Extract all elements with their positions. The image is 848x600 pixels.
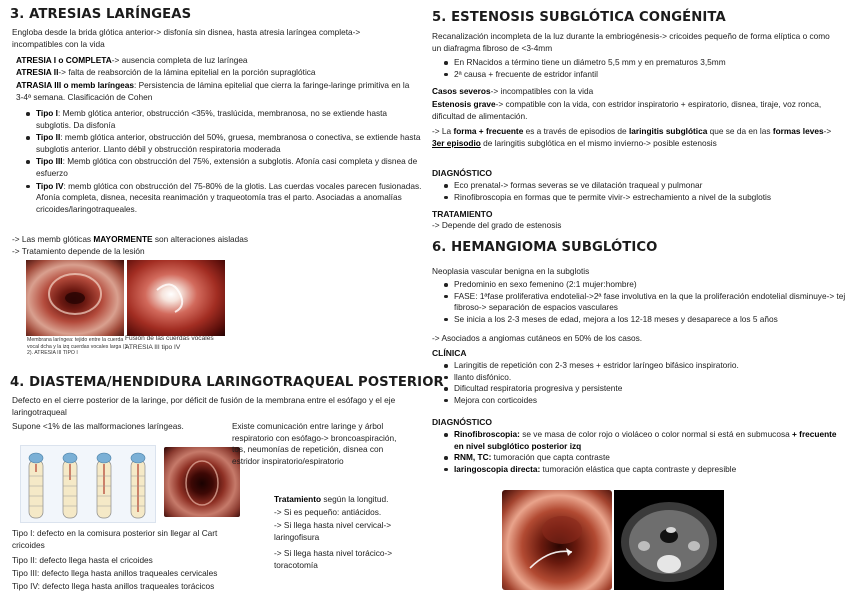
s4-treatment-3: -> Si llega hasta nivel torácico-> toracotomía	[274, 548, 393, 570]
section-5-title: 5. ESTENOSIS SUBGLÓTICA CONGÉNITA	[432, 10, 726, 25]
s5-treatment-heading: TRATAMIENTO	[432, 209, 493, 219]
s4-type-2: Tipo II: defecto llega hasta el cricoides	[12, 555, 153, 565]
fusion-endoscopy-image	[127, 260, 225, 336]
s3-cohen-types	[24, 108, 424, 215]
s5-diag-1: Eco prenatal-> formas severas se ve dilatación traqueal y pulmonar	[442, 180, 848, 192]
s3-type-4: Tipo IV: memb glótica con obstrucción del 75-80% de la glotis. Las cuerdas vocales parecen fusionadas. Afonía completa, disnea, necesita reanimación y traqueotomía tras el parto. Asociadas a anomalías cricoides/laringotraqueales.	[24, 181, 424, 216]
s5-diag-2: Rinofibroscopia en formas que te permite vivir-> estrechamiento a nivel de la subglotis	[442, 192, 848, 204]
s4-type-4: Tipo IV: defecto llega hasta anillos traqueales torácicos	[12, 581, 215, 591]
s5-bullet-1: En RNacidos a término tiene un diámetro 5,5 mm y en prematuros 3,5mm	[442, 57, 847, 69]
s3-note-isolated: -> Las memb glóticas MAYORMENTE son alteraciones aisladas	[12, 234, 249, 244]
s4-intro: Defecto en el cierre posterior de la laringe, por déficit de fusión de la membrana entre el esófago y el eje laringotraqueal	[12, 395, 396, 417]
s5-severe: Casos severos-> incompatibles con la vida	[432, 86, 594, 96]
s3-intro: Engloba desde la brida glótica anterior-> disfonía sin disnea, hasta atresia laríngea completa-> incompatibles con la vida	[12, 27, 361, 49]
s5-treatment: -> Depende del grado de estenosis	[432, 220, 562, 230]
s5-bullet-2: 2ª causa + frecuente de estridor infantil	[442, 69, 847, 81]
membrane-endoscopy-image	[26, 260, 124, 336]
s6-diagnosis-heading: DIAGNÓSTICO	[432, 417, 492, 427]
s4-type-3: Tipo III: defecto llega hasta anillos traqueales cervicales	[12, 568, 218, 578]
s4-type-1: Tipo I: defecto en la comisura posterior sin llegar al Cart cricoides	[12, 528, 218, 550]
s6-bullet-1: Predominio en sexo femenino (2:1 mujer:hombre)	[442, 279, 847, 291]
s4-incidence: Supone <1% de las malformaciones laríngeas.	[12, 421, 184, 431]
s5-intro: Recanalización incompleta de la luz durante la embriogénesis-> cricoides pequeño de forma elíptica o como un diafragma fibroso de <3-4mm	[432, 31, 830, 53]
fusion-image-caption: Fusión de las cuerdas vocales ATRESIA III tipo IV	[125, 335, 214, 351]
section-3-title: 3. ATRESIAS LARÍNGEAS	[10, 7, 192, 22]
s6-clin-1: Laringitis de repetición con 2-3 meses + estridor laríngeo bifásico inspiratorio.	[442, 360, 847, 372]
s5-diagnosis-list	[442, 180, 848, 203]
s3-atresia-3: ATRASIA III o memb laríngeas: Persistencia de lámina epitelial que cierra la faringe-laringe primitiva en la 3-4ª semana. Clasificación de Cohen	[16, 80, 410, 102]
s3-atresia-2: ATRESIA II-> falta de reabsorción de la lámina epitelial en la porción supraglótica	[16, 67, 316, 77]
s6-bullets	[442, 279, 847, 325]
section-4-title: 4. DIASTEMA/HENDIDURA LARINGOTRAQUEAL POSTERIOR	[10, 375, 444, 390]
s4-treatment-2: -> Si llega hasta nivel cervical-> laringofisura	[274, 520, 392, 542]
s6-bullet-2: FASE: 1ªfase proliferativa endotelial->2ª fase involutiva en la que la proliferación endotelial disminuye-> tej fibroso-> separación de espacios vasculares	[442, 291, 847, 314]
s5-grave: Estenosis grave-> compatible con la vida, con estridor inspiratorio + espiratorio, disnea, tiraje, voz ronca, dificultad de alimentación.	[432, 99, 822, 121]
s6-clin-2: llanto disfónico.	[442, 372, 847, 384]
s4-treatment-1: -> Si es pequeño: antiácidos.	[274, 507, 382, 517]
s5-bullets	[442, 57, 847, 80]
s6-clinical-heading: CLÍNICA	[432, 348, 467, 358]
s3-atresia-1: ATRESIA I o COMPLETA-> ausencia completa de luz laríngea	[16, 55, 248, 65]
cleft-endoscopy-image	[164, 447, 240, 517]
s6-intro: Neoplasia vascular benigna en la subglotis	[432, 266, 590, 276]
s4-treatment-heading: Tratamiento según la longitud.	[274, 494, 389, 504]
section-6-title: 6. HEMANGIOMA SUBGLÓTICO	[432, 240, 658, 255]
cleft-types-diagram	[20, 445, 156, 523]
s6-diag-2: RNM, TC: tumoración que capta contraste	[442, 452, 847, 464]
hemangioma-endoscopy-image	[502, 490, 612, 590]
s6-clin-3: Dificultad respiratoria progresiva y persistente	[442, 383, 847, 395]
s3-type-3: Tipo III: Memb glótica con obstrucción del 75%, extensión a subglotis. Afonía casi completa y disnea de esfuerzo	[24, 156, 424, 179]
s6-diag-3: laringoscopia directa: tumoración elástica que capta contraste y depresible	[442, 464, 847, 476]
s6-diag-1: Rinofibroscopia: se ve masa de color rojo o violáceo o color normal si está en submucosa + frecuente en nivel subglótico posterior izq	[442, 429, 847, 452]
s3-type-2: Tipo II: memb glótica anterior, obstrucción del 50%, gruesa, membranosa o conectiva, se extiende hasta subglotis anterior. Llanto débil y obstrucción respiratoria moderada	[24, 132, 424, 155]
s6-bullet-3: Se inicia a los 2-3 meses de edad, mejora a los 12-18 meses y desaparece a los 5 años	[442, 314, 847, 326]
s6-clin-4: Mejora con corticoides	[442, 395, 847, 407]
hemangioma-ct-image	[614, 490, 724, 590]
s3-note-treatment: -> Tratamiento depende de la lesión	[12, 246, 145, 256]
s5-diagnosis-heading: DIAGNÓSTICO	[432, 168, 492, 178]
s6-diagnosis-list	[442, 429, 847, 475]
s6-clinical-list	[442, 360, 847, 406]
membrane-image-caption: Membrana laríngea: tejido entre la cuerda vocal dcha y la izq cuerdas vocales larga (1-2). ATRESIA III TIPO I	[27, 337, 130, 356]
s6-association: -> Asociados a angiomas cutáneos en 50% de los casos.	[432, 333, 643, 343]
s4-communication: Existe comunicación entre laringe y árbol respiratorio con esófago-> broncoaspiración, tos, neumonías de repetición, disnea con estridor inspiratorio/espiratorio	[232, 421, 397, 466]
s3-type-1: Tipo I: Memb glótica anterior, obstrucción <35%, traslúcida, membranosa, no se extiende hasta subglotis. Da disfonía	[24, 108, 424, 131]
s5-frequent-form: -> La forma + frecuente es a través de episodios de laringitis subglótica que se da en las formas leves-> 3er episodio de laringitis subglótica en el mismo invierno-> posible estenosis	[432, 126, 832, 148]
